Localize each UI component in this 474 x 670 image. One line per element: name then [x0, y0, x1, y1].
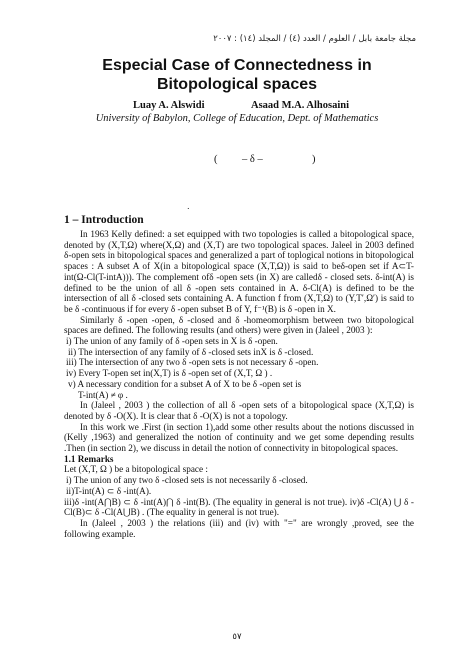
list-item-4: iv) Every T-open set in(X,T) is δ -open set of (X,T, Ω ) .: [66, 368, 273, 379]
author-2: Asaad M.A. Alhosaini: [251, 100, 350, 111]
paragraph-2: Similarly δ -open -open, δ -closed and δ -homeomorphism between two bitopological spaces are defined. The following results (and others) were given in (Jaleel , 2003 ):: [64, 314, 414, 336]
abstract-paren-right: ): [312, 154, 316, 165]
section-heading: 1 – Introduction: [64, 214, 144, 226]
list-item-5a: v) A necessary condition for a subset A of X to be δ -open set is: [68, 378, 302, 389]
paragraph-3: In (Jaleel , 2003 ) the collection of all δ -open sets of a bitopological space (X,T,Ω) is denoted by δ -O(X). It is clear that δ -O(X) is not a topology.: [64, 400, 414, 421]
page-number: ٥٧: [232, 632, 242, 642]
abstract-delta: – δ –: [242, 154, 263, 165]
running-head: مجلة جامعة بابل / العلوم / العدد (٤) / المجلد (١٤) : ٢٠٠٧: [213, 34, 416, 44]
remarks-heading: 1.1 Remarks: [64, 453, 114, 464]
abstract-paren-left: (: [214, 154, 218, 165]
remark-3: iii)δ -int(A⋂B) ⊂ δ -int(A)⋂ δ -int(B). (The equality in general is not true). iv)δ -Cl(A) ⋃ δ - Cl(B)⊂ δ -Cl(A⋃B) . (The equality in general is not true).: [64, 496, 414, 518]
stray-dot: .: [187, 202, 190, 211]
list-item-3: iii) The intersection of any two δ -open sets is not necessary δ -open.: [66, 357, 319, 368]
remark-2: ii)T-int(A) ⊂ δ -int(A).: [66, 485, 152, 496]
paragraph-4: In this work we .First (in section 1),add some other results about the notions discussed in (Kelly ,1963) and generalized the notion of continuity and we get some depending results .Then (in section 2), we discuss in detail the notion of connectivity in bitopological spaces.: [64, 421, 414, 454]
paper-title: [0, 56, 474, 94]
remark-1: i) The union of any two δ -closed sets is not necessarily δ -closed.: [66, 475, 308, 486]
list-item-1: i) The union of any family of δ -open sets in X is δ -open.: [66, 336, 278, 347]
list-item-5b: T-int(A) ≠ φ .: [78, 389, 128, 400]
title-line-1: Especial Case of Connectedness in: [102, 57, 372, 74]
affiliation: University of Babylon, College of Education, Dept. of Mathematics: [95, 113, 379, 124]
author-1: Luay A. Alswidi: [133, 100, 205, 111]
body-text: [64, 229, 414, 539]
title-line-2: Bitopological spaces: [156, 76, 318, 93]
remark-intro: Let (X,T, Ω ) be a bitopological space :: [64, 464, 208, 475]
list-item-2: ii) The intersection of any family of δ -closed sets inX is δ -closed.: [68, 346, 314, 357]
paragraph-5: In (Jaleel , 2003 ) the relations (iii) and (iv) with "=" are wrongly ,proved, see the following example.: [64, 517, 414, 539]
paragraph-1: In 1963 Kelly defined: a set equipped with two topologies is called a bitopological space, denoted by (X,T,Ω) where(X,Ω) and (X,T) are two topological spaces. Jaleel in 2003 defined δ-open sets in bitopological spaces and generalized a part of toplogical notions in bitopological spaces : A subset A of X(in a bitopological space (X,T,Ω)) is said to beδ-open set if A⊂T-int(Ω-Cl(T-intA))). The complement ofδ -open sets (in X) are calledδ - closed sets. δ-int(A) is defined to be the union of all δ -open sets contained in A. δ-Cl(A) is defined to be the intersection of all δ -closed sets containing A. A function f from (X,T,Ω) to (Y,T′,Ω′) is said to be δ -continuous if for every δ -open subset B of Y, f⁻¹(B) is δ -open in X.: [64, 229, 414, 314]
